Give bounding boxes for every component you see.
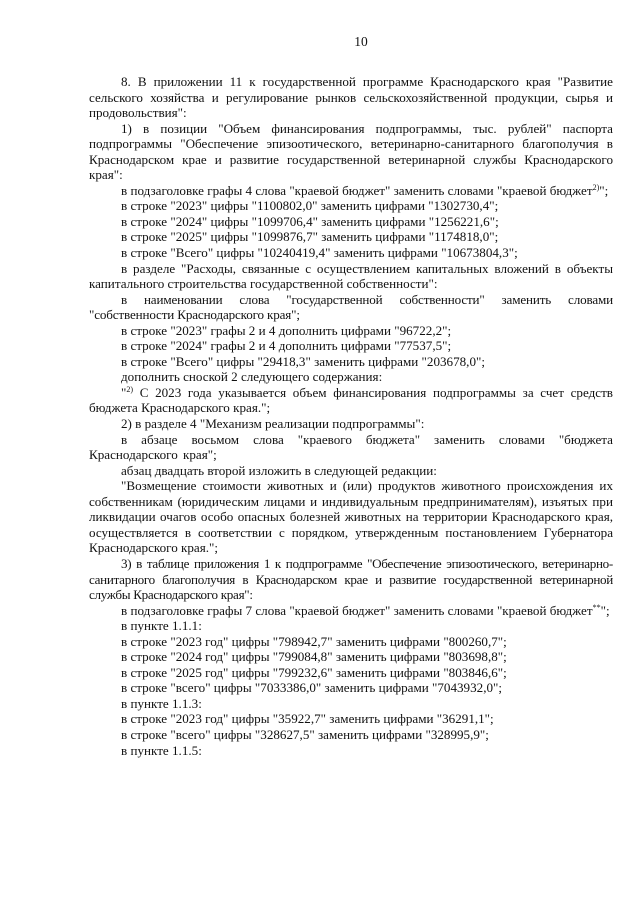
paragraph-subheading-change-7: в подзаголовке графы 7 слова "краевой бюджет" заменить словами "краевой бюджет**"; (121, 602, 610, 618)
paragraph-item-8: 8. В приложении 11 к государственной программе Краснодарского края "Развитие сельского хозяйства и регулирование рынков сельскохозяйственной продукции, сырья и продовольствия": (89, 74, 613, 121)
paragraph-row-total: в строке "Всего" цифры "10240419,4" заменить цифрами "10673804,3"; (121, 245, 518, 261)
paragraph-point-1-1-3: в пункте 1.1.3: (121, 695, 202, 711)
footnote-mark: ** (592, 602, 601, 612)
paragraph-capital-total: в строке "Всего" цифры "29418,3" заменить цифрами "203678,0"; (121, 353, 485, 369)
paragraph-section-expenses: в разделе "Расходы, связанные с осуществлением капитальных вложений в объекты капитального строительства государственной собственности": (89, 260, 613, 292)
paragraph-row-2025: в строке "2025" цифры "1099876,7" заменить цифрами "1174818,0"; (121, 229, 499, 245)
paragraph-add-footnote: дополнить сноской 2 следующего содержания: (121, 369, 383, 385)
footnote-mark: 2) (592, 182, 600, 192)
paragraph-subitem-2: 2) в разделе 4 "Механизм реализации подпрограммы": (121, 416, 425, 432)
paragraph-name-change: в наименовании слова "государственной собственности" заменить словами "собственности Краснодарского края"; (89, 291, 613, 323)
paragraph-eighth-clause: в абзаце восьмом слова "краевого бюджета" заменить словами "бюджета Краснодарского края"; (89, 431, 613, 463)
paragraph-footnote-text: "$^{2)}$ С 2023 года указывается объем финансирования подпрограммы за счет средств бюджета Краснодарского края."; (89, 384, 613, 416)
paragraph-capital-2023: в строке "2023" графы 2 и 4 дополнить цифрами "96722,2"; (121, 322, 452, 338)
footnote-mark: 2) (126, 384, 134, 394)
paragraph-point-1-1-5: в пункте 1.1.5: (121, 742, 202, 758)
paragraph-point-row-total: в строке "всего" цифры "7033386,0" заменить цифрами "7043932,0"; (121, 680, 502, 696)
paragraph-capital-2024: в строке "2024" графы 2 и 4 дополнить цифрами "77537,5"; (121, 338, 452, 354)
paragraph-compensation-text: "Возмещение стоимости животных и (или) продуктов животного происхождения их собственникам (юридическим лицами и индивидуальным предпринимателям), изъятых при ликвидации очагов особо опасных болезней животных на территории Краснодарского края, осуществляется в соответствии с порядком, утвержденным постановлением Губернатора Краснодарского края."; (89, 478, 613, 556)
paragraph-row-2024: в строке "2024" цифры "1099706,4" заменить цифрами "1256221,6"; (121, 213, 499, 229)
paragraph-22nd-clause: абзац двадцать второй изложить в следующей редакции: (121, 462, 437, 478)
paragraph-point-row-2024: в строке "2024 год" цифры "799084,8" заменить цифрами "803698,8"; (121, 649, 507, 665)
paragraph-row-2023: в строке "2023" цифры "1100802,0" заменить цифрами "1302730,4"; (121, 198, 499, 214)
paragraph-point-1-1-1: в пункте 1.1.1: (121, 618, 202, 634)
paragraph-point3-row-total: в строке "всего" цифры "328627,5" заменить цифрами "328995,9"; (121, 726, 489, 742)
paragraph-point3-row-2023: в строке "2023 год" цифры "35922,7" заменить цифрами "36291,1"; (121, 711, 494, 727)
paragraph-point-row-2023: в строке "2023 год" цифры "798942,7" заменить цифрами "800260,7"; (121, 633, 507, 649)
paragraph-point-row-2025: в строке "2025 год" цифры "799232,6" заменить цифрами "803846,6"; (121, 664, 507, 680)
page-number: 10 (354, 34, 368, 49)
paragraph-subheading-change-1: в подзаголовке графы 4 слова "краевой бюджет" заменить словами "краевой бюджет$^{2)}$"; (121, 182, 609, 198)
paragraph-subitem-1: 1) в позиции "Объем финансирования подпрограммы, тыс. рублей" паспорта подпрограммы "Обеспечение эпизоотического, ветеринарно-санитарного благополучия в Краснодарском крае и развитие государственной ветеринарной службы Краснодарского края": (89, 120, 613, 183)
paragraph-subitem-3: 3) в таблице приложения 1 к подпрограмме "Обеспечение эпизоотического, ветеринарно-санитарного благополучия в Краснодарском крае и развитие государственной ветеринарной службы Краснодарского края": (89, 555, 613, 603)
